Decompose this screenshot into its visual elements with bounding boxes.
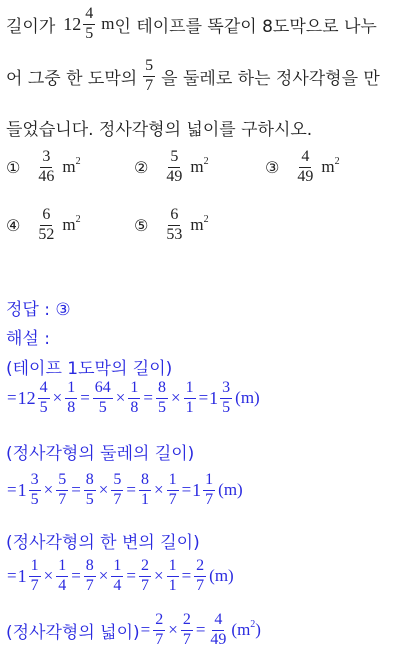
unit (231, 620, 261, 640)
fraction (184, 380, 196, 417)
math-text: 1 (17, 565, 27, 586)
fraction (29, 472, 41, 509)
math-text: × (98, 480, 109, 500)
fraction (143, 58, 155, 95)
fraction (111, 558, 123, 595)
math-text: 2 (250, 619, 256, 631)
choice-4[interactable] (6, 207, 81, 244)
math-text: 2 (203, 214, 209, 226)
math-text: 5 (85, 490, 94, 508)
fraction (83, 6, 95, 43)
math-text: = (7, 566, 17, 586)
problem-text: 을 둘레로 하는 정사각형을 만 (161, 68, 380, 89)
math-text: 5 (56, 472, 68, 491)
math-text: 1 (209, 387, 219, 408)
math-text: 8 (130, 398, 139, 416)
math-text: 3 (220, 380, 232, 399)
math-text: (테이프 1도막의 길이) (6, 359, 173, 379)
equation-2 (6, 472, 243, 509)
problem-text: 들었습니다. 정사각형의 넓이를 구하시오. (6, 120, 313, 140)
math-text: m (190, 215, 204, 235)
math-text: 7 (145, 76, 154, 94)
fraction (156, 380, 168, 417)
math-text: 2 (334, 156, 340, 168)
problem-line-2 (6, 58, 380, 95)
math-text: 2 (75, 156, 81, 168)
math-text: m (62, 215, 76, 235)
choice-1[interactable] (6, 149, 81, 186)
problem-line-1 (6, 6, 377, 43)
math-text: 64 (93, 380, 113, 399)
problem-text: 어 그중 한 도막의 (6, 68, 138, 89)
math-text: 8 (84, 472, 96, 491)
math-text: 6 (40, 207, 52, 226)
math-text: 5 (30, 490, 39, 508)
math-text: 2 (153, 612, 165, 631)
math-text: 5 (98, 398, 107, 416)
fraction (93, 380, 113, 417)
math-text: 7 (196, 576, 205, 594)
math-text: 6 (168, 207, 180, 226)
fraction (56, 558, 68, 595)
math-text: = (181, 566, 192, 586)
math-text: 7 (182, 630, 191, 648)
choice-2[interactable] (134, 149, 209, 186)
math-text: 5 (222, 398, 231, 416)
unit (62, 157, 80, 177)
math-text: 52 (38, 225, 55, 243)
math-text: 7 (58, 490, 67, 508)
math-text: 49 (166, 167, 183, 185)
math-text: × (153, 566, 164, 586)
math-text: × (52, 388, 63, 408)
math-text: (m) (218, 480, 243, 500)
fraction (128, 380, 140, 417)
fraction (203, 472, 215, 509)
math-text: 2 (75, 214, 81, 226)
math-text: = (140, 620, 151, 640)
math-text: 1 (128, 380, 140, 399)
unit (321, 157, 339, 177)
problem-line-3 (6, 115, 312, 140)
math-text: 1 (17, 479, 27, 500)
mixed-whole: 12 (63, 13, 82, 34)
math-text: 7 (140, 576, 149, 594)
math-text: 1 (111, 558, 123, 577)
math-text: (m (231, 620, 251, 640)
math-text: 46 (38, 167, 55, 185)
equation-4 (6, 612, 261, 649)
problem-text: 인 테이프를 똑같이 8도막으로 나누 (114, 16, 377, 37)
math-text: 8 (139, 472, 151, 491)
math-text: 4 (299, 149, 311, 168)
math-text: = (181, 480, 192, 500)
fraction (194, 558, 206, 595)
fraction (164, 207, 184, 244)
unit: m (101, 14, 115, 34)
choice-marker: ⑤ (134, 215, 149, 235)
math-text: × (170, 388, 181, 408)
math-text: 8 (84, 558, 96, 577)
math-text: (정사각형의 한 변의 길이) (6, 533, 200, 553)
math-text: 49 (297, 167, 314, 185)
choice-3[interactable] (265, 149, 340, 186)
math-text: 2 (203, 156, 209, 168)
math-text: × (98, 566, 109, 586)
fraction (153, 612, 165, 649)
heading-perimeter (6, 439, 194, 464)
math-text: 5 (39, 398, 48, 416)
math-text: 5 (111, 472, 123, 491)
choice-marker: ① (6, 157, 21, 177)
math-text: 12 (17, 387, 36, 408)
math-text: 1 (168, 576, 177, 594)
math-text: 7 (113, 490, 122, 508)
math-text: 8 (67, 398, 76, 416)
equation-3 (6, 558, 234, 595)
fraction (295, 149, 315, 186)
equation-1 (6, 380, 260, 417)
math-text: 2 (139, 558, 151, 577)
fraction (36, 207, 56, 244)
math-text: 4 (58, 576, 67, 594)
fraction (208, 612, 228, 649)
math-text: (m) (235, 388, 260, 408)
fraction (111, 472, 123, 509)
choice-marker: ③ (265, 157, 280, 177)
fraction (84, 558, 96, 595)
math-text: 5 (85, 24, 94, 42)
heading-area: (정사각형의 넓이) (6, 622, 140, 643)
fraction (181, 612, 193, 649)
math-text: 1 (140, 490, 149, 508)
math-text: × (153, 480, 164, 500)
math-text: 해설 : (6, 329, 50, 349)
fraction (36, 149, 56, 186)
fraction (29, 558, 41, 595)
math-text: = (71, 480, 81, 500)
math-text: 3 (40, 149, 52, 168)
math-text: 4 (212, 612, 224, 631)
math-text: = (7, 480, 17, 500)
math-text: 53 (166, 225, 183, 243)
explain-label (6, 324, 50, 349)
math-text: 5 (143, 58, 155, 77)
math-text: 4 (113, 576, 122, 594)
math-text: 4 (38, 380, 50, 399)
math-text: 4 (83, 6, 95, 25)
fraction (84, 472, 96, 509)
math-text: = (126, 480, 136, 500)
math-text: 1 (184, 380, 196, 399)
unit (62, 215, 80, 235)
math-text: 5 (157, 398, 166, 416)
math-text: 49 (210, 630, 227, 648)
math-text: = (126, 566, 136, 586)
unit (190, 215, 208, 235)
math-text: 7 (205, 490, 214, 508)
math-text: 정답 : ③ (6, 300, 71, 320)
problem-text: 길이가 (6, 16, 56, 37)
fraction (167, 472, 179, 509)
heading-tape-piece (6, 354, 172, 379)
math-text: 2 (194, 558, 206, 577)
math-text: 1 (192, 479, 202, 500)
math-text: 1 (185, 398, 194, 416)
math-text: 3 (29, 472, 41, 491)
math-text: m (321, 157, 335, 177)
math-text: 1 (65, 380, 77, 399)
math-text: 8 (156, 380, 168, 399)
math-text: m (190, 157, 204, 177)
choice-marker: ④ (6, 215, 21, 235)
unit (190, 157, 208, 177)
math-text: = (143, 388, 153, 408)
fraction (139, 558, 151, 595)
math-text: = (198, 388, 209, 408)
fraction (164, 149, 184, 186)
choice-5[interactable] (134, 207, 209, 244)
answer-line (6, 295, 71, 320)
heading-side-length (6, 528, 200, 553)
math-text: ) (255, 620, 261, 640)
math-text: × (115, 388, 126, 408)
math-text: 5 (168, 149, 180, 168)
math-text: 7 (155, 630, 164, 648)
math-text: 1 (167, 558, 179, 577)
math-text: = (7, 388, 17, 408)
math-text: 7 (30, 576, 39, 594)
fraction (167, 558, 179, 595)
fraction (65, 380, 77, 417)
math-text: × (43, 566, 54, 586)
fraction (139, 472, 151, 509)
math-text: (m) (209, 566, 234, 586)
fraction (56, 472, 68, 509)
math-text: 7 (168, 490, 177, 508)
math-text: 1 (203, 472, 215, 491)
math-text: (정사각형의 둘레의 길이) (6, 444, 195, 464)
math-text: = (80, 388, 90, 408)
choice-marker: ② (134, 157, 149, 177)
fraction (38, 380, 50, 417)
math-text: × (43, 480, 54, 500)
math-text: 2 (181, 612, 193, 631)
math-text: 7 (85, 576, 94, 594)
math-text: 1 (56, 558, 68, 577)
math-text: = (71, 566, 81, 586)
math-text: 1 (29, 558, 41, 577)
math-text: m (62, 157, 76, 177)
math-text: = (195, 620, 206, 640)
fraction (220, 380, 232, 417)
math-text: × (168, 620, 178, 640)
math-text: 1 (167, 472, 179, 491)
